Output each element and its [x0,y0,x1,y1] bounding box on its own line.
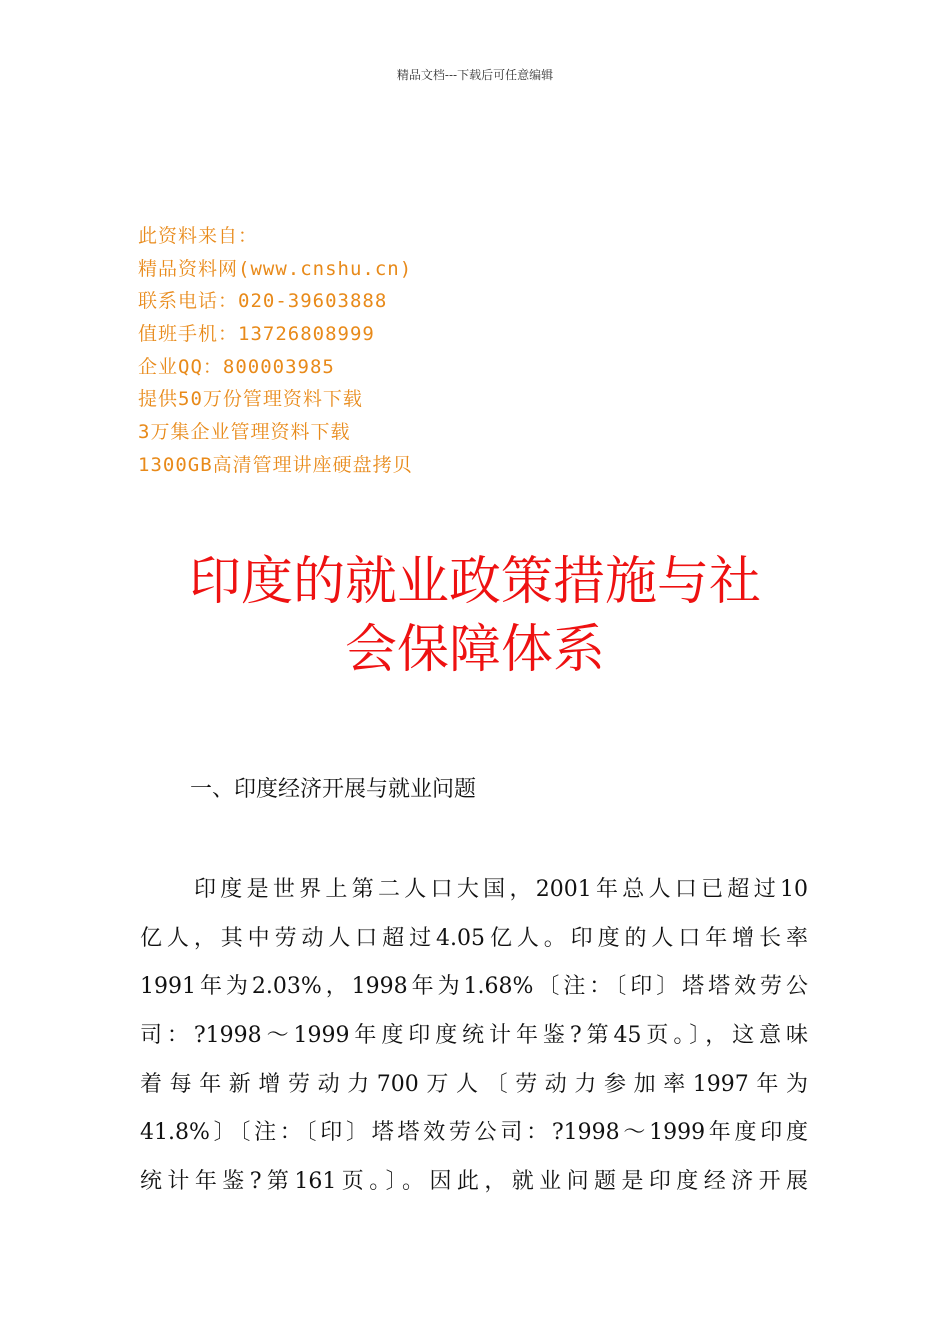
paragraph-line: 亿人，其中劳动人口超过4.05亿人。印度的人口年增长率 [140,925,808,951]
document-title [140,548,810,684]
paragraph-line: 司：?1998～1999年度印度统计年鉴?第45页。〕，这意味 [140,1023,808,1049]
source-line-website: 精品资料网(www.cnshu.cn) [138,257,413,280]
source-line-phone: 联系电话：020-39603888 [138,290,388,313]
paragraph-line: 41.8%〕〔注：〔印〕塔塔效劳公司：?1998～1999年度印度 [140,1120,808,1146]
source-line-qq: 企业QQ：800003985 [138,355,335,378]
paragraph [140,866,808,1207]
document-title-line-1: 印度的就业政策措施与社 [188,552,761,612]
source-line-offer-2: 3万集企业管理资料下载 [138,421,351,444]
document-title-line-2: 会保障体系 [344,620,605,680]
paragraph-line: 印度是世界上第二人口大国，2001年总人口已超过10 [194,877,808,902]
source-line-mobile: 值班手机：13726808999 [138,323,375,346]
source-info-block [138,220,413,482]
source-line-origin: 此资料来自： [138,225,259,247]
page-header-note: 精品文档---下载后可任意编辑 [396,68,554,82]
section-heading: 一、印度经济开展与就业问题 [190,777,477,802]
paragraph-line: 着每年新增劳动力700万人〔劳动力参加率1997年为 [140,1071,808,1097]
paragraph-line: 统计年鉴?第161页。〕。因此，就业问题是印度经济开展 [140,1169,808,1195]
source-line-offer-1: 提供50万份管理资料下载 [138,388,363,411]
source-line-offer-3: 1300GB高清管理讲座硬盘拷贝 [138,453,413,476]
paragraph-line: 1991年为2.03%，1998年为1.68%〔注：〔印〕塔塔效劳公 [140,974,808,1000]
